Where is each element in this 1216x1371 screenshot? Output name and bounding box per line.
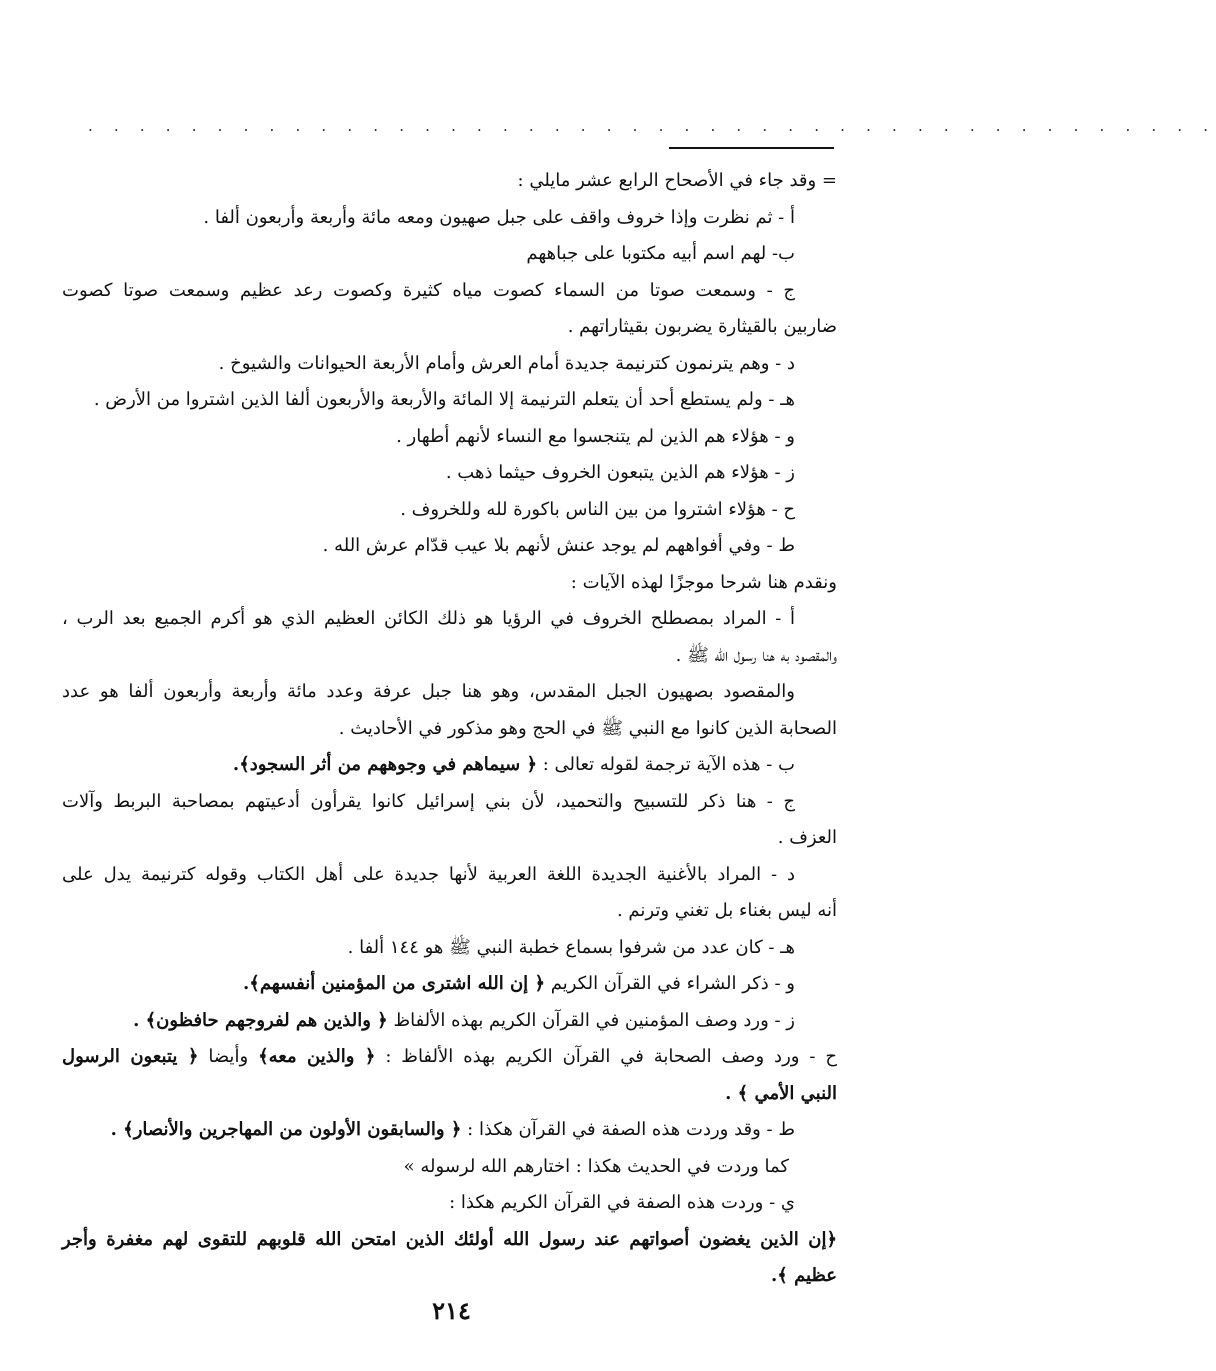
hadith-line: كما وردت في الحديث هكذا : اختارهم الله لرسوله » bbox=[403, 1155, 789, 1177]
explanation-intro: ونقدم هنا شرحا موجزًا لهذه الآيات : bbox=[570, 571, 837, 593]
explanation-line: والمقصود بصهيون الجبل المقدس، وهو هنا جبل عرفة وعدد مائة وأربعة وأربعون ألفا هو عدد bbox=[62, 681, 795, 702]
quote-line: ضاربين بالقيثارة يضربون بقيثاراتهم . bbox=[567, 316, 837, 337]
explanation-text: وأيضا bbox=[198, 1046, 259, 1067]
quote-line: ب- لهم اسم أبيه مكتوبا على جباههم bbox=[526, 243, 795, 264]
explanation-line: أنه ليس بغناء بل تغني وترنم . bbox=[616, 900, 837, 921]
explanation-line: ي - وردت هذه الصفة في القرآن الكريم هكذا : bbox=[449, 1192, 795, 1213]
quran-quote: ﴿ يتبعون الرسول bbox=[62, 1046, 199, 1067]
quote-line: د - وهم يترنمون كترنيمة جديدة أمام العرش وأمام الأربعة الحيوانات والشيوخ . bbox=[218, 352, 795, 374]
explanation-line bbox=[62, 747, 837, 784]
quote-line: و - هؤلاء هم الذين لم يتنجسوا مع النساء لأنهم أطهار . bbox=[396, 425, 795, 447]
page-body bbox=[62, 163, 837, 1295]
explanation-line bbox=[62, 966, 837, 1003]
explanation-line bbox=[62, 1039, 837, 1076]
quote-line: ط - وفي أفواههم لم يوجد عنش لأنهم بلا عيب قدّام عرش الله . bbox=[322, 535, 795, 556]
explanation-line: د - المراد بالأغنية الجديدة اللغة العربية لأنها جديدة على أهل الكتاب وقوله كترنيمة يدل على bbox=[62, 863, 795, 885]
quran-quote: ﴿ سيماهم في وجوههم من أثر السجود﴾. bbox=[232, 754, 538, 775]
quran-quote: ﴿ والسابقون الأولون من المهاجرين والأنصار﴾ . bbox=[110, 1119, 462, 1140]
explanation-line bbox=[62, 1112, 837, 1149]
explanation-text: ح - ورد وصف الصحابة في القرآن الكريم بهذه الألفاظ : bbox=[375, 1046, 837, 1067]
quote-line: ز - هؤلاء هم الذين يتبعون الخروف حيثما ذهب . bbox=[445, 462, 795, 483]
quote-line: هـ - ولم يستطع أحد أن يتعلم الترنيمة إلا المائة والأربعة والأربعون ألفا الذين اشتروا من الأرض . bbox=[93, 389, 795, 410]
quran-quote-continuation: النبي الأمي ﴾ . bbox=[725, 1082, 837, 1104]
explanation-line bbox=[62, 1003, 837, 1040]
explanation-line: هـ - كان عدد من شرفوا بسماع خطبة النبي ﷺ هو ١٤٤ ألفا . bbox=[347, 936, 795, 958]
quran-quote: ﴿ والذين هم لفروجهم حافظون﴾ . bbox=[133, 1009, 388, 1031]
quran-quote-continuation: عظيم ﴾. bbox=[771, 1265, 837, 1286]
quote-line: ج - وسمعت صوتا من السماء كصوت مياه كثيرة وكصوت رعد عظيم وسمعت صوتا كصوت bbox=[62, 279, 795, 301]
explanation-text: ب - هذه الآية ترجمة لقوله تعالى : bbox=[537, 754, 795, 775]
header-rule bbox=[669, 147, 834, 149]
quran-quote: ﴿ والذين معه﴾ bbox=[258, 1046, 376, 1067]
quote-line: أ - ثم نظرت وإذا خروف واقف على جبل صهيون ومعه مائة وأربعة وأربعون ألفا . bbox=[203, 206, 795, 228]
page-number: ٢١٤ bbox=[432, 1296, 471, 1325]
explanation-text: و - ذكر الشراء في القرآن الكريم bbox=[545, 973, 795, 994]
quran-quote: ﴿إن الذين يغضون أصواتهم عند رسول الله أولئك الذين امتحن الله قلوبهم للتقوى لهم مغفرة وأجر bbox=[62, 1228, 837, 1250]
quran-quote: ﴿ إن الله اشترى من المؤمنين أنفسهم﴾. bbox=[243, 973, 546, 994]
explanation-text: ز - ورد وصف المؤمنين في القرآن الكريم بهذه الألفاظ bbox=[387, 1009, 795, 1031]
quote-line: ح - هؤلاء اشتروا من بين الناس باكورة لله وللخروف . bbox=[400, 498, 795, 520]
intro-line: = وقد جاء في الأصحاح الرابع عشر مايلي : bbox=[517, 170, 837, 191]
explanation-line: ج - هنا ذكر للتسبيح والتحميد، لأن بني إسرائيل كانوا يقرأون أدعيتهم بمصاحبة البربط وآلات bbox=[62, 790, 795, 812]
dotted-separator: . . . . . . . . . . . . . . . . . . . . . . . . . . . . . . . . . . . . . . . . . . . . bbox=[88, 117, 1216, 135]
explanation-text: ط - وقد وردت هذه الصفة في القرآن هكذا : bbox=[461, 1119, 795, 1140]
explanation-line: والمقصود به هنا رسول الله ﷺ . bbox=[675, 644, 837, 666]
explanation-line: العزف . bbox=[777, 827, 837, 848]
explanation-line: أ - المراد بمصطلح الخروف في الرؤيا هو ذلك الكائن العظيم الذي هو أكرم الجميع بعد الرب ، bbox=[62, 608, 795, 629]
explanation-line: الصحابة الذين كانوا مع النبي ﷺ في الحج وهو مذكور في الأحاديث . bbox=[338, 717, 837, 739]
